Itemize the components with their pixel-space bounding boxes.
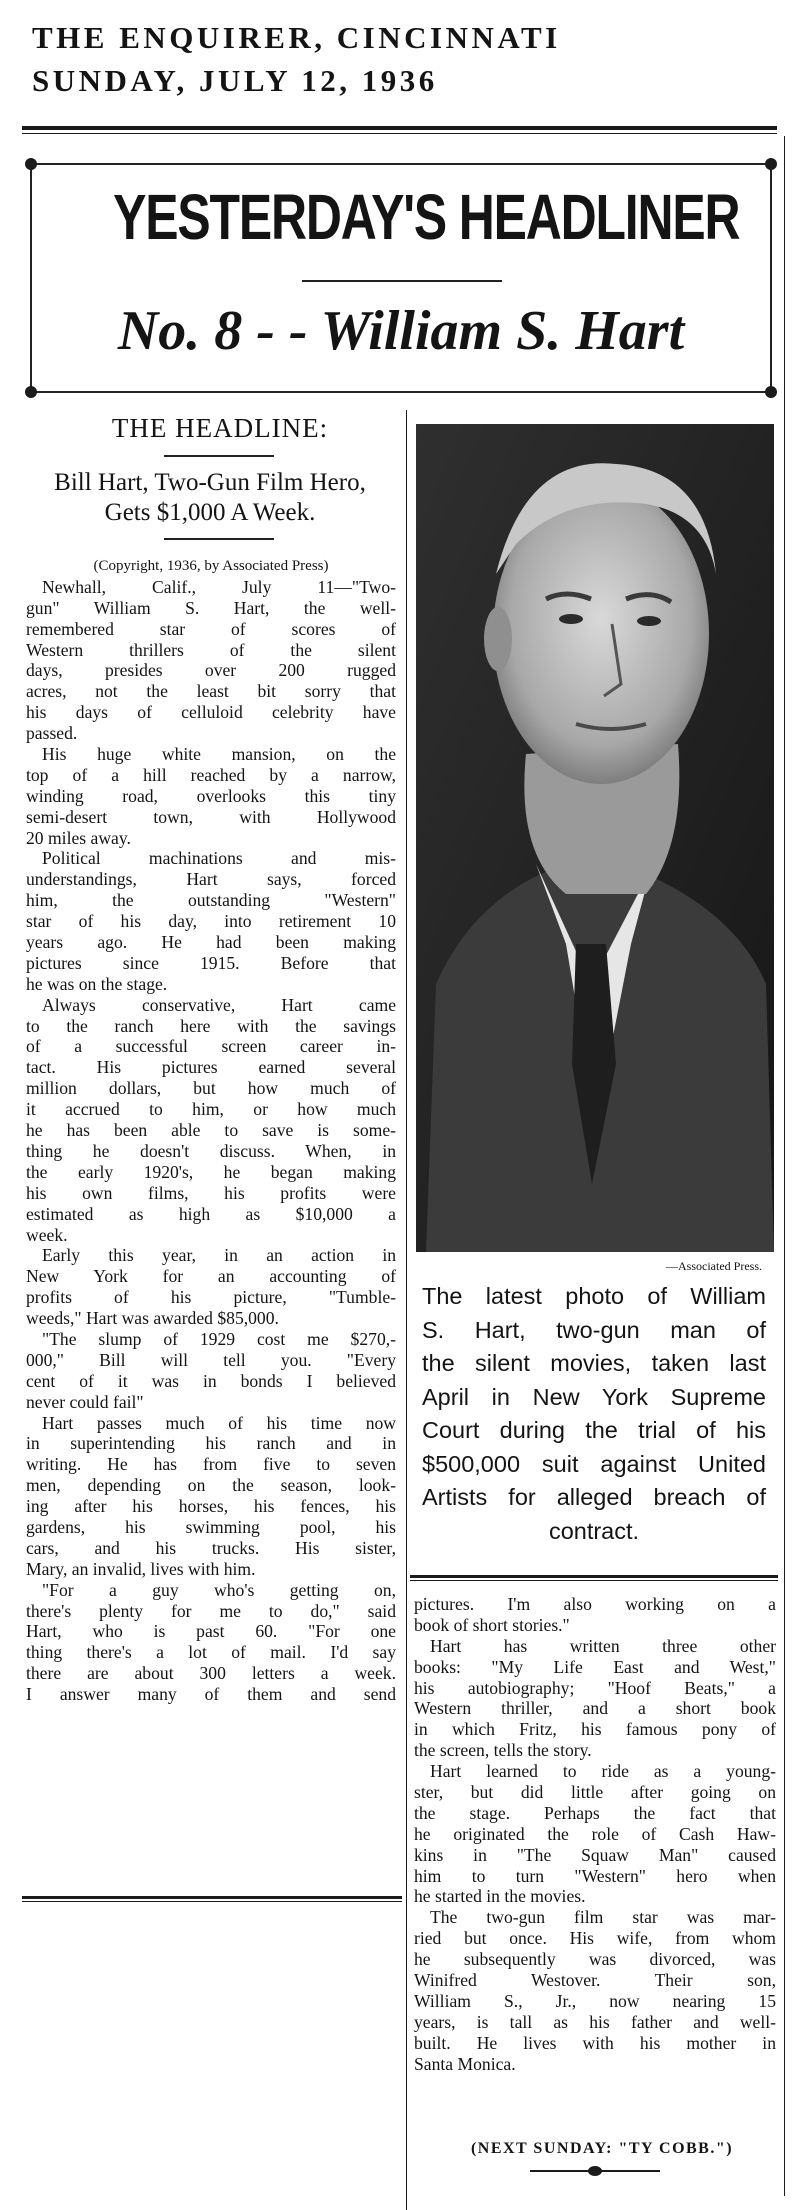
headline-rule	[164, 538, 274, 540]
article-line: he started in the movies.	[414, 1886, 586, 1907]
article-line: pictures. I'm also working on a	[414, 1594, 776, 1614]
caption-line: S. Hart, two-gun man of	[422, 1316, 766, 1343]
article-line: the early 1920's, he began making	[26, 1161, 396, 1182]
article-line: "For a guy who's getting on,	[42, 1579, 396, 1600]
article-line: his own films, his profits were	[26, 1182, 396, 1203]
article-line: ried but once. His wife, from whom	[414, 1928, 776, 1949]
article-line: semi-desert town, with Hollywood	[26, 806, 396, 827]
article-line: writing. He has from five to seven	[26, 1454, 396, 1475]
article-line: gardens, his swimming pool, his	[26, 1516, 396, 1537]
article-line: acres, not the least bit sorry that	[26, 681, 396, 702]
caption-rule	[410, 1575, 778, 1578]
article-column-right	[414, 1594, 776, 2074]
column-end-rule-thin	[22, 1901, 402, 1902]
page-border	[784, 136, 785, 2196]
article-line: Hart, who is past 60. "For one	[26, 1621, 396, 1642]
corner-dot	[25, 386, 37, 398]
article-line: there's plenty for me to do," said	[26, 1600, 396, 1621]
article-line: thing there's a lot of mail. I'd say	[26, 1642, 396, 1663]
article-line: estimated as high as $10,000 a	[26, 1203, 396, 1224]
article-line: winding road, overlooks this tiny	[26, 785, 396, 806]
article-line: "The slump of 1929 cost me $270,-	[42, 1328, 396, 1349]
corner-dot	[765, 158, 777, 170]
article-line: I answer many of them and send	[26, 1684, 396, 1705]
copyright-line: (Copyright, 1936, by Associated Press)	[93, 558, 329, 574]
article-line: of a successful screen career in-	[26, 1036, 396, 1057]
article-line: days, presides over 200 rugged	[26, 660, 396, 681]
article-line: Winifred Westover. Their son,	[414, 1970, 776, 1991]
article-line: ster, but did little after going on	[414, 1782, 776, 1803]
caption-line: Court during the trial of his	[422, 1417, 766, 1443]
article-line: to the ranch here with the savings	[26, 1015, 396, 1036]
column-divider	[406, 410, 407, 2210]
article-line: his autobiography; "Hoof Beats," a	[414, 1677, 776, 1698]
article-line: never could fail"	[26, 1391, 144, 1412]
article-line: Hart passes much of his time now	[42, 1412, 396, 1433]
article-line: there are about 300 letters a week.	[26, 1663, 396, 1684]
article-line: his days of celluloid celebrity have	[26, 702, 396, 723]
headline-line: Bill Hart, Two-Gun Film Hero,	[54, 469, 366, 496]
original-headline	[20, 468, 400, 528]
article-line: pictures since 1915. Before that	[26, 952, 396, 973]
article-line: book of short stories."	[414, 1614, 570, 1635]
article-line: kins in "The Squaw Man" caused	[414, 1844, 776, 1865]
article-line: top of a hill reached by a narrow,	[26, 764, 396, 785]
article-line: His huge white mansion, on the	[42, 744, 396, 765]
corner-dot	[765, 386, 777, 398]
article-line: built. He lives with his mother in	[414, 2032, 776, 2053]
banner-subtitle: No. 8 - - William S. Hart	[117, 300, 685, 362]
caption-line: $500,000 suit against United	[422, 1450, 766, 1477]
article-line: passed.	[26, 723, 78, 744]
article-line: men, depending on the season, look-	[26, 1475, 396, 1496]
article-line: Western thriller, and a short book	[414, 1698, 776, 1719]
banner-separator	[302, 280, 502, 282]
article-line: him to turn "Western" hero when	[414, 1865, 776, 1886]
article-line: The two-gun film star was mar-	[430, 1907, 776, 1928]
corner-dot	[25, 158, 37, 170]
article-line: understandings, Hart says, forced	[26, 869, 396, 890]
article-line: Hart learned to ride as a young-	[430, 1761, 776, 1782]
article-line: the screen, tells the story.	[414, 1740, 592, 1761]
article-line: weeds," Hart was awarded $85,000.	[26, 1308, 279, 1329]
article-column-left	[26, 556, 396, 1705]
article-line: tact. His pictures earned several	[26, 1057, 396, 1078]
caption-line: Artists for alleged breach of	[422, 1484, 766, 1510]
caption-line: contract.	[548, 1517, 640, 1544]
article-line: remembered star of scores of	[26, 618, 396, 639]
caption-line: April in New York Supreme	[422, 1383, 766, 1410]
next-sunday-teaser: (NEXT SUNDAY: "TY COBB.")	[470, 2140, 734, 2157]
issue-date: SUNDAY, JULY 12, 1936	[32, 63, 438, 98]
article-line: William S., Jr., now nearing 15	[414, 1990, 776, 2011]
article-line: star of his day, into retirement 10	[26, 911, 396, 932]
article-line: thing he doesn't discuss. When, in	[26, 1140, 396, 1161]
caption-line: the silent movies, taken last	[422, 1350, 766, 1376]
article-line: books: "My Life East and West,"	[414, 1656, 776, 1677]
article-line: 20 miles away.	[26, 827, 131, 848]
article-line: cars, and his trucks. His sister,	[26, 1537, 396, 1558]
article-line: ing after his horses, his fences, his	[26, 1496, 396, 1517]
article-line: it accrued to him, or how much	[26, 1099, 396, 1120]
article-line: Santa Monica.	[414, 2053, 516, 2074]
article-line: years ago. He had been making	[26, 932, 396, 953]
article-line: in which Fritz, his famous pony of	[414, 1719, 776, 1740]
article-line: million dollars, but how much of	[26, 1078, 396, 1099]
column-end-rule	[22, 1896, 402, 1899]
caption-rule-thin	[410, 1580, 778, 1581]
article-line: 000," Bill will tell you. "Every	[26, 1349, 396, 1370]
article-line: him, the outstanding "Western"	[26, 890, 396, 911]
headline-label: THE HEADLINE:	[111, 413, 329, 443]
article-line: Political machinations and mis-	[42, 848, 396, 869]
newspaper-name: THE ENQUIRER, CINCINNATI	[32, 20, 561, 55]
article-line: Always conservative, Hart came	[42, 994, 396, 1015]
portrait-photo	[416, 424, 774, 1252]
banner-title: YESTERDAY'S HEADLINER	[113, 181, 740, 253]
headline-line: Gets $1,000 A Week.	[104, 499, 316, 526]
article-line: Hart has written three other	[430, 1635, 776, 1656]
masthead	[32, 16, 561, 102]
article-line: Newhall, Calif., July 11—"Two-	[42, 576, 396, 597]
article-line: Western thrillers of the silent	[26, 639, 396, 660]
article-line: Mary, an invalid, lives with him.	[26, 1558, 256, 1579]
article-line: he has been able to save is some-	[26, 1120, 396, 1141]
article-line: he subsequently was divorced, was	[414, 1949, 776, 1970]
article-line: New York for an accounting of	[26, 1266, 396, 1287]
article-line: profits of his picture, "Tumble-	[26, 1287, 396, 1308]
article-line: cent of it was in bonds I believed	[26, 1370, 396, 1391]
masthead-rule-thin	[22, 133, 777, 134]
portrait-illustration	[416, 424, 774, 1252]
footer-ornament	[588, 2166, 602, 2176]
article-line: he originated the role of Cash Haw-	[414, 1823, 776, 1844]
article-line: the stage. Perhaps the fact that	[414, 1802, 776, 1823]
photo-credit: —Associated Press.	[666, 1259, 762, 1273]
caption-line: The latest photo of William	[422, 1283, 766, 1309]
headliner-banner	[30, 163, 772, 393]
headline-rule	[164, 455, 274, 457]
article-line: gun" William S. Hart, the well-	[26, 597, 396, 618]
article-line: years, is tall as his father and well-	[414, 2011, 776, 2032]
photo-caption	[422, 1280, 766, 1548]
article-line: Early this year, in an action in	[42, 1245, 396, 1266]
masthead-rule	[22, 126, 777, 130]
article-line: in superintending his ranch and in	[26, 1433, 396, 1454]
article-line: week.	[26, 1224, 68, 1245]
article-line: he was on the stage.	[26, 973, 168, 994]
